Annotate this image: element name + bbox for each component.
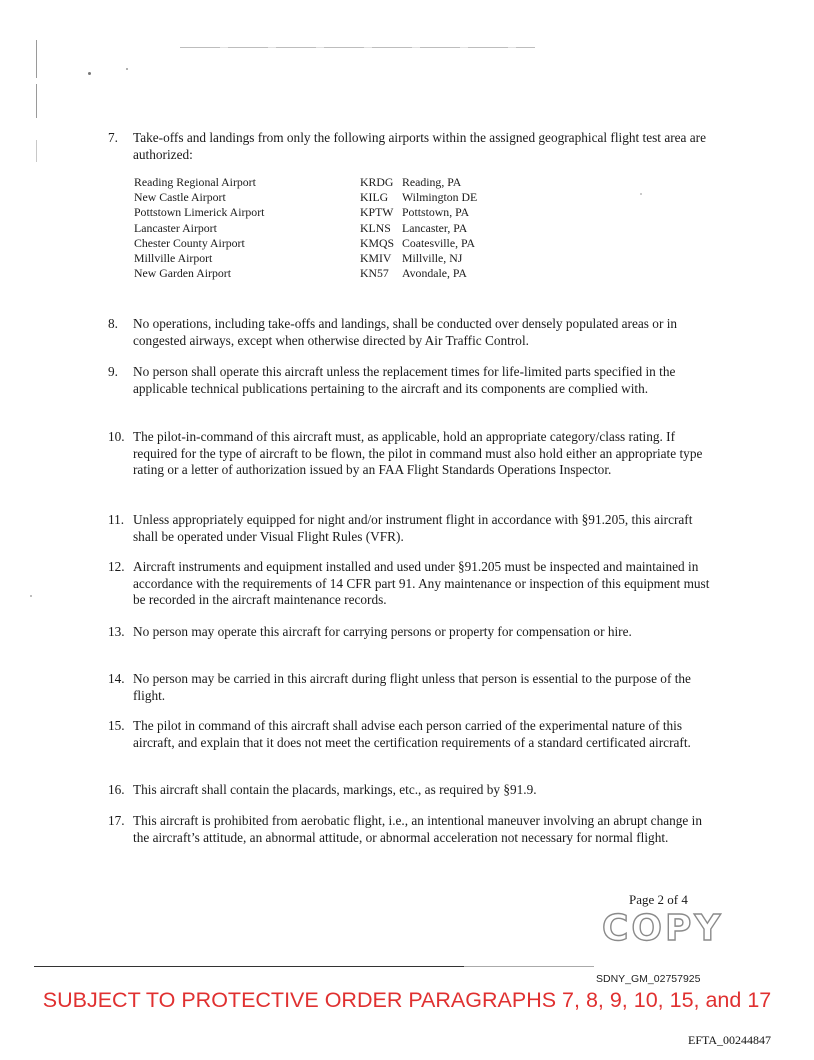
airports-table <box>134 175 562 281</box>
condition-text: This aircraft shall contain the placards, markings, etc., as required by §91.9. <box>133 782 537 797</box>
airport-row <box>134 190 562 205</box>
airport-name: New Castle Airport <box>134 190 226 205</box>
condition-text: This aircraft is prohibited from aerobatic flight, i.e., an intentional maneuver involving an abrupt change in the aircraft’s attitude, an abnormal attitude, or abnormal acceleration not necessary for normal flight. <box>133 813 703 845</box>
condition-number: 11. <box>108 512 125 527</box>
scan-left-mark <box>36 140 37 162</box>
airport-code: KPTW <box>360 205 394 220</box>
airport-row <box>134 266 562 281</box>
protective-order-notice: SUBJECT TO PROTECTIVE ORDER PARAGRAPHS 7, 8, 9, 10, 15, and 17 <box>42 988 772 1012</box>
scan-top-line <box>180 47 535 48</box>
condition-number: 10. <box>108 429 125 444</box>
condition-17 <box>108 813 718 846</box>
airport-code: KRDG <box>360 175 394 189</box>
airport-name: Reading Regional Airport <box>134 175 256 189</box>
scan-speck <box>126 68 128 70</box>
airport-code: KMQS <box>360 235 395 250</box>
condition-number: 17. <box>108 813 125 828</box>
condition-number: 15. <box>108 718 125 733</box>
condition-text: Take-offs and landings from only the following airports within the assigned geographical flight test area are authorized: <box>133 130 707 162</box>
condition-text: No operations, including take-offs and landings, shall be conducted over densely populated areas or in congested airways, except when otherwise directed by Air Traffic Control. <box>133 316 678 348</box>
condition-number: 12. <box>108 559 125 574</box>
condition-number: 8. <box>108 316 118 331</box>
airport-city: Reading, PA <box>402 175 462 189</box>
condition-text: No person shall operate this aircraft unless the replacement times for life-limited parts specified in the applicable technical publications pertaining to the aircraft and its components are complied with. <box>133 364 676 396</box>
airport-row <box>134 251 562 266</box>
condition-15 <box>108 718 718 751</box>
airport-row <box>134 175 562 190</box>
condition-text: Unless appropriately equipped for night and/or instrument flight in accordance with §91.205, this aircraft shall be operated under Visual Flight Rules (VFR). <box>133 512 693 544</box>
bates-number: SDNY_GM_02757925 <box>596 973 701 985</box>
condition-text: Aircraft instruments and equipment installed and used under §91.205 must be inspected and maintained in accordance with the requirements of 14 CFR part 91. Any maintenance or inspection of this equipment must be recorded in the aircraft maintenance records. <box>133 559 710 607</box>
condition-number: 9. <box>108 364 118 379</box>
scan-speck <box>640 193 642 195</box>
condition-7 <box>108 130 718 163</box>
condition-text: No person may operate this aircraft for carrying persons or property for compensation or hire. <box>133 624 632 639</box>
airport-city: Avondale, PA <box>402 266 467 281</box>
condition-number: 13. <box>108 624 125 639</box>
condition-number: 14. <box>108 671 125 686</box>
airport-row <box>134 221 562 236</box>
condition-text: The pilot in command of this aircraft shall advise each person carried of the experimental nature of this aircraft, and explain that it does not meet the certification requirements of a standard certificated aircraft. <box>133 718 691 750</box>
condition-13 <box>108 624 718 641</box>
airport-city: Lancaster, PA <box>402 220 468 235</box>
scan-speck <box>30 595 32 597</box>
airport-row <box>134 205 562 220</box>
condition-text: No person may be carried in this aircraft during flight unless that person is essential to the purpose of the flight. <box>133 671 691 703</box>
airport-name: Millville Airport <box>134 251 213 266</box>
copy-stamp: COPY <box>602 908 724 949</box>
airport-city: Wilmington DE <box>402 190 478 205</box>
airport-code: KLNS <box>360 220 391 235</box>
condition-text: The pilot-in-command of this aircraft must, as applicable, hold an appropriate category/class rating. If required for the type of aircraft to be flown, the pilot in command must also hold either an appropriate type rating or a letter of authorization issued by an FAA Flight Standards Operations Inspector. <box>133 429 703 477</box>
airport-city: Millville, NJ <box>402 251 463 266</box>
scan-left-mark <box>36 84 37 118</box>
condition-8 <box>108 316 718 349</box>
airport-code: KILG <box>360 190 389 205</box>
condition-number: 7. <box>108 130 118 145</box>
condition-16 <box>108 782 718 799</box>
scan-left-mark <box>36 40 37 78</box>
condition-9 <box>108 364 718 397</box>
airport-code: KN57 <box>360 266 389 281</box>
airport-row <box>134 236 562 251</box>
condition-12 <box>108 559 718 609</box>
footer-rule <box>34 966 594 967</box>
condition-11 <box>108 512 718 545</box>
airport-code: KMIV <box>360 251 392 266</box>
condition-10 <box>108 429 718 479</box>
condition-14 <box>108 671 718 704</box>
airport-city: Coatesville, PA <box>402 235 475 250</box>
page-number: Page 2 of 4 <box>629 892 688 907</box>
efta-id: EFTA_00244847 <box>688 1033 772 1047</box>
airport-name: Pottstown Limerick Airport <box>134 205 265 220</box>
airport-city: Pottstown, PA <box>402 205 470 220</box>
airport-name: Lancaster Airport <box>134 220 217 235</box>
airport-name: Chester County Airport <box>134 235 245 250</box>
condition-number: 16. <box>108 782 125 797</box>
scan-speck <box>88 72 91 75</box>
airport-name: New Garden Airport <box>134 266 231 281</box>
